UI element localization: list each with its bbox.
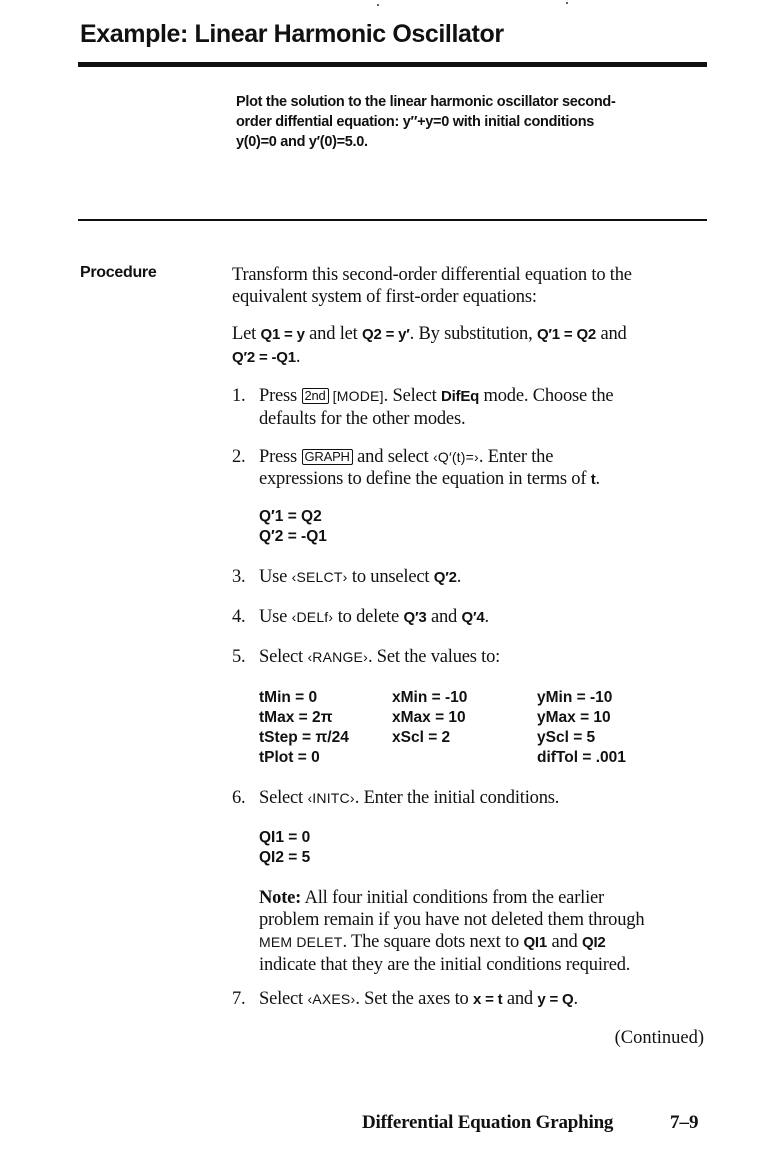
speck: [566, 2, 568, 4]
text: .: [595, 469, 600, 489]
var-q3-prime: Q′3: [403, 609, 427, 626]
menu-axes: ‹AXES›: [307, 991, 356, 1007]
range-col-x: [392, 688, 467, 748]
step-number: 2.: [232, 447, 246, 467]
var-q4-prime: Q′4: [461, 609, 485, 626]
text: to unselect: [347, 567, 434, 587]
var-q1: Q1 = y: [260, 326, 305, 343]
text: to delete: [333, 607, 404, 627]
footer-section-title: Differential Equation Graphing: [362, 1112, 614, 1133]
text: Use: [259, 607, 292, 627]
text: .: [573, 989, 578, 1009]
text: . Set the axes to: [355, 989, 473, 1009]
text: . Enter the: [478, 447, 554, 467]
note-paragraph: [259, 887, 709, 976]
initc-value: QI2 = 5: [259, 849, 311, 866]
text: All four initial conditions from the earlier: [301, 888, 605, 908]
text: problem remain if you have not deleted them through: [259, 910, 645, 930]
range-value: tMax = 2π: [259, 709, 333, 726]
range-col-t: [259, 688, 349, 768]
range-value: yMax = 10: [537, 709, 611, 726]
step-number: 5.: [232, 647, 246, 667]
menu-selct: ‹SELCT›: [291, 569, 348, 585]
title-rule: [78, 62, 707, 67]
initc-value: QI1 = 0: [259, 829, 311, 846]
step-number: 3.: [232, 567, 246, 587]
range-value: xMax = 10: [392, 709, 466, 726]
text: indicate that they are the initial conditions required.: [259, 955, 631, 975]
section-rule: [78, 219, 707, 221]
var-q1-prime: Q′1 = Q2: [536, 326, 597, 343]
difeq-mode: DifEq: [440, 388, 480, 405]
text: .: [295, 347, 301, 367]
range-value: tPlot = 0: [259, 749, 320, 766]
equation-line: Q′2 = -Q1: [259, 528, 327, 545]
range-value: yMin = -10: [537, 689, 613, 706]
var-t: t: [590, 471, 596, 488]
text: and select: [352, 447, 434, 467]
text: expressions to define the equation in terms of: [259, 469, 591, 489]
var-qi1: QI1: [523, 934, 548, 951]
menu-q-prime: ‹Q′(t)=›: [433, 449, 479, 465]
text: Select: [259, 989, 308, 1009]
axis-x: x = t: [472, 991, 503, 1008]
text: Let: [232, 324, 261, 344]
step-number: 7.: [232, 989, 246, 1009]
step-number: 6.: [232, 788, 246, 808]
note-label: Note:: [259, 888, 302, 908]
text: .: [456, 567, 462, 587]
text: . Enter the initial conditions.: [354, 788, 560, 808]
axis-y: y = Q: [537, 991, 574, 1008]
intro-line: Plot the solution to the linear harmonic oscillator second-: [236, 94, 616, 110]
speck: [377, 4, 379, 6]
text: and: [502, 989, 538, 1009]
key-graph: GRAPH: [302, 449, 353, 465]
range-col-y: [537, 688, 626, 768]
initc-block: [259, 828, 310, 868]
continued-label: (Continued): [614, 1028, 704, 1048]
step-number: 1.: [232, 386, 246, 406]
text: Use: [259, 567, 292, 587]
transform-line: Transform this second-order differential equation to the: [232, 265, 632, 285]
text: Press: [259, 386, 302, 406]
text: .: [484, 607, 489, 627]
substitution-paragraph: [232, 323, 712, 369]
var-q2-prime: Q′2: [433, 569, 457, 586]
key-2nd: 2nd: [302, 388, 329, 404]
page-number: 7–9: [670, 1112, 699, 1133]
range-value: xMin = -10: [392, 689, 468, 706]
text: and: [596, 324, 627, 344]
page-title: Example: Linear Harmonic Oscillator: [80, 20, 504, 48]
procedure-label: Procedure: [80, 264, 157, 281]
text: and: [547, 932, 582, 952]
text: . The square dots next to: [342, 932, 524, 952]
intro-text: [236, 92, 706, 152]
text: Select: [259, 788, 308, 808]
equation-line: Q′1 = Q2: [259, 508, 322, 525]
intro-line: y(0)=0 and y′(0)=5.0.: [236, 134, 368, 150]
intro-line: order diffential equation: y″+y=0 with initial conditions: [236, 114, 595, 130]
transform-line: equivalent system of first-order equations:: [232, 287, 537, 307]
text: and: [426, 607, 462, 627]
mode-key-label: [MODE]: [328, 388, 384, 404]
range-value: xScl = 2: [392, 729, 451, 746]
step-number: 4.: [232, 607, 246, 627]
text: defaults for the other modes.: [259, 409, 466, 429]
text: . Select: [383, 386, 441, 406]
range-value: tStep = π/24: [259, 729, 349, 746]
text: and let: [304, 324, 363, 344]
text: . Set the values to:: [367, 647, 501, 667]
menu-initc: ‹INITC›: [307, 790, 355, 806]
menu-delf: ‹DELf›: [291, 609, 334, 625]
range-value: difTol = .001: [537, 749, 626, 766]
text: Select: [259, 647, 308, 667]
var-qi2: QI2: [582, 934, 606, 951]
mem-delet: MEM DELET: [259, 934, 343, 950]
equation-block: [259, 507, 327, 547]
range-value: tMin = 0: [259, 689, 318, 706]
range-value: yScl = 5: [537, 729, 596, 746]
text: Press: [259, 447, 302, 467]
menu-range: ‹RANGE›: [307, 649, 368, 665]
transform-paragraph: [232, 264, 712, 308]
text: . By substitution,: [409, 324, 537, 344]
var-q2-prime: Q′2 = -Q1: [232, 349, 296, 366]
var-q2: Q2 = y′: [362, 326, 410, 343]
text: mode. Choose the: [479, 386, 614, 406]
